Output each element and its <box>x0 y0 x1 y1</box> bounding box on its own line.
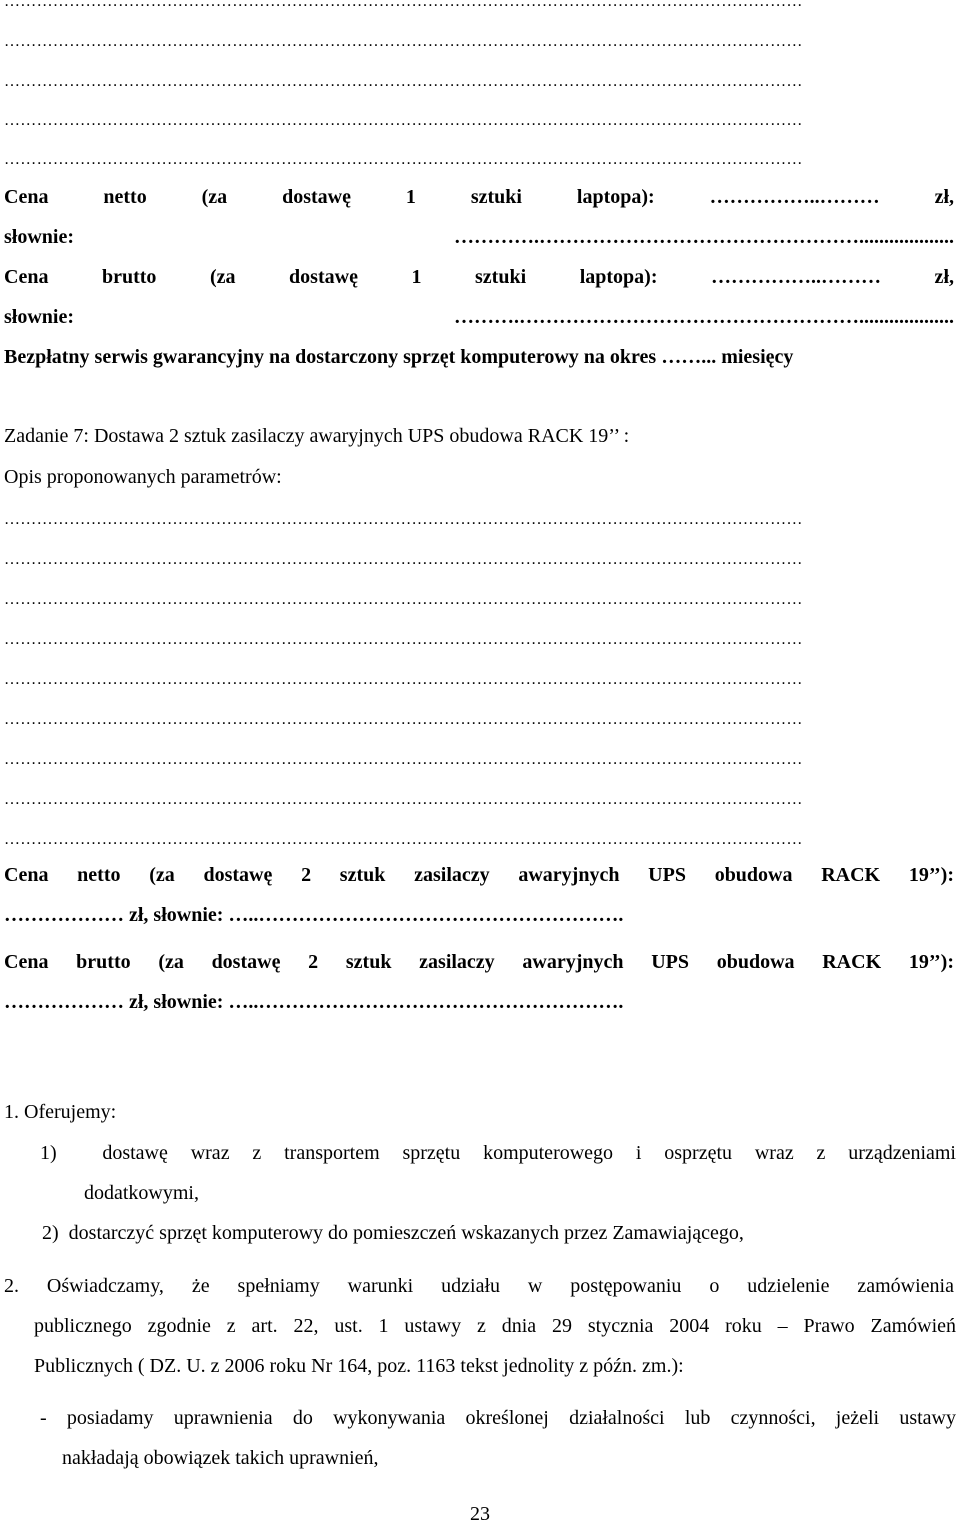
dotted-line: ………………………………………………………………………………………………………………………………… <box>4 791 803 808</box>
ups-netto-words: ……………… zł, słownie: …..………………………………………………. <box>4 904 624 926</box>
dotted-line: ………………………………………………………………………………………………………………………………… <box>4 551 803 568</box>
task7-title: Zadanie 7: Dostawa 2 sztuk zasilaczy awaryjnych UPS obudowa RACK 19’’ : <box>4 425 630 447</box>
dotted-line: ………………………………………………………………………………………………………………………………… <box>4 831 803 848</box>
dotted-line: ………………………………………………………………………………………………………………………………… <box>4 591 803 608</box>
offer-item-1-cont: dodatkowymi, <box>84 1182 199 1204</box>
dotted-line: ………………………………………………………………………………………………………………………………… <box>4 671 803 688</box>
dotted-line: ………………………………………………………………………………………………………………………………… <box>4 0 803 10</box>
offer-heading: 1. Oferujemy: <box>4 1101 117 1123</box>
page-number: 23 <box>470 1503 490 1525</box>
dotted-line: ………………………………………………………………………………………………………………………………… <box>4 631 803 648</box>
laptop-netto-price: Cena netto (za dostawę 1 sztuki laptopa): ……………..……… zł, <box>4 186 954 208</box>
declaration-bullet-cont: nakładają obowiązek takich uprawnień, <box>62 1447 379 1469</box>
offer-item-1: 1) dostawę wraz z transportem sprzętu komputerowego i osprzętu wraz z urządzeniami <box>40 1142 956 1164</box>
dotted-line: ………………………………………………………………………………………………………………………………… <box>4 711 803 728</box>
warranty-period: Bezpłatny serwis gwarancyjny na dostarczony sprzęt komputerowy na okres ……... miesięcy <box>4 346 794 368</box>
declaration-bullet: - posiadamy uprawnienia do wykonywania określonej działalności lub czynności, jeżeli ustawy <box>40 1407 956 1429</box>
dotted-line: ………………………………………………………………………………………………………………………………… <box>4 751 803 768</box>
laptop-netto-words: słownie: ………….…………………………………………................... <box>4 226 954 248</box>
dotted-line: ………………………………………………………………………………………………………………………………… <box>4 112 803 129</box>
declaration-line: publicznego zgodnie z art. 22, ust. 1 ustawy z dnia 29 stycznia 2004 roku – Prawo Zamówień <box>34 1315 956 1337</box>
task7-subtitle: Opis proponowanych parametrów: <box>4 466 282 488</box>
dotted-line: ………………………………………………………………………………………………………………………………… <box>4 73 803 90</box>
ups-netto-price: Cena netto (za dostawę 2 sztuk zasilaczy awaryjnych UPS obudowa RACK 19’’): <box>4 864 954 886</box>
laptop-brutto-price: Cena brutto (za dostawę 1 sztuki laptopa): ……………..……… zł, <box>4 266 954 288</box>
declaration-line: 2. Oświadczamy, że spełniamy warunki udziału w postępowaniu o udzielenie zamówienia <box>4 1275 954 1297</box>
dotted-line: ………………………………………………………………………………………………………………………………… <box>4 151 803 168</box>
ups-brutto-words: ……………… zł, słownie: …..………………………………………………. <box>4 991 624 1013</box>
laptop-brutto-words: słownie: ……….……………………………………………................... <box>4 306 954 328</box>
ups-brutto-price: Cena brutto (za dostawę 2 sztuk zasilaczy awaryjnych UPS obudowa RACK 19’’): <box>4 951 954 973</box>
offer-item-2: 2) dostarczyć sprzęt komputerowy do pomieszczeń wskazanych przez Zamawiającego, <box>42 1222 744 1244</box>
dotted-line: ………………………………………………………………………………………………………………………………… <box>4 33 803 50</box>
declaration-line: Publicznych ( DZ. U. z 2006 roku Nr 164, poz. 1163 tekst jednolity z późn. zm.): <box>34 1355 684 1377</box>
dotted-line: ………………………………………………………………………………………………………………………………… <box>4 511 803 528</box>
